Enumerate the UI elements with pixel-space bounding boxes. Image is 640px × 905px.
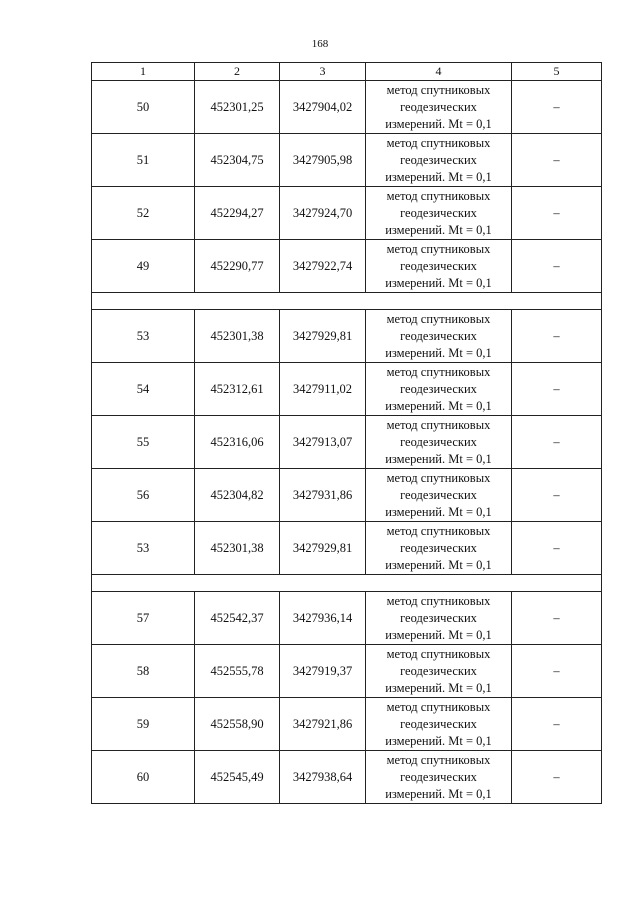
method-line: геодезических: [400, 663, 477, 678]
x-coordinate-cell: 452290,77: [195, 240, 280, 293]
header-col-3: 3: [280, 63, 366, 81]
table-row: [92, 240, 602, 293]
point-number-cell: 59: [92, 698, 195, 751]
table-row: [92, 187, 602, 240]
method-line: геодезических: [400, 769, 477, 784]
method-cell: [366, 698, 512, 751]
x-coordinate-cell: 452301,38: [195, 522, 280, 575]
y-coordinate-cell: 3427922,74: [280, 240, 366, 293]
point-number-cell: 52: [92, 187, 195, 240]
table-row: [92, 645, 602, 698]
note-cell: –: [512, 187, 602, 240]
note-cell: –: [512, 363, 602, 416]
method-cell: [366, 645, 512, 698]
table-row: [92, 134, 602, 187]
method-line: измерений. Mt = 0,1: [385, 169, 492, 184]
method-line: измерений. Mt = 0,1: [385, 557, 492, 572]
method-line: метод спутниковых: [386, 593, 491, 608]
method-line: геодезических: [400, 99, 477, 114]
group-separator-cell: [92, 575, 602, 592]
x-coordinate-cell: 452301,25: [195, 81, 280, 134]
method-line: метод спутниковых: [386, 523, 491, 538]
method-line: измерений. Mt = 0,1: [385, 222, 492, 237]
x-coordinate-cell: 452312,61: [195, 363, 280, 416]
method-cell: [366, 240, 512, 293]
point-number-cell: 50: [92, 81, 195, 134]
y-coordinate-cell: 3427924,70: [280, 187, 366, 240]
x-coordinate-cell: 452316,06: [195, 416, 280, 469]
note-cell: –: [512, 751, 602, 804]
method-line: геодезических: [400, 716, 477, 731]
x-coordinate-cell: 452304,75: [195, 134, 280, 187]
table-row: [92, 310, 602, 363]
page-number: 168: [311, 38, 329, 50]
table-row: [92, 522, 602, 575]
method-line: метод спутниковых: [386, 82, 491, 97]
table-row: [92, 592, 602, 645]
x-coordinate-cell: 452301,38: [195, 310, 280, 363]
header-col-5: 5: [512, 63, 602, 81]
table-row: [92, 751, 602, 804]
table-body: [92, 81, 602, 804]
method-line: метод спутниковых: [386, 364, 491, 379]
method-cell: [366, 751, 512, 804]
table-row: [92, 81, 602, 134]
note-cell: –: [512, 698, 602, 751]
y-coordinate-cell: 3427938,64: [280, 751, 366, 804]
method-line: метод спутниковых: [386, 311, 491, 326]
method-line: измерений. Mt = 0,1: [385, 627, 492, 642]
method-line: измерений. Mt = 0,1: [385, 786, 492, 801]
note-cell: –: [512, 416, 602, 469]
note-cell: –: [512, 645, 602, 698]
note-cell: –: [512, 240, 602, 293]
x-coordinate-cell: 452294,27: [195, 187, 280, 240]
x-coordinate-cell: 452545,49: [195, 751, 280, 804]
method-line: геодезических: [400, 205, 477, 220]
coordinates-table: [91, 62, 602, 804]
method-line: метод спутниковых: [386, 417, 491, 432]
y-coordinate-cell: 3427904,02: [280, 81, 366, 134]
method-line: измерений. Mt = 0,1: [385, 398, 492, 413]
method-line: метод спутниковых: [386, 752, 491, 767]
method-cell: [366, 310, 512, 363]
method-line: геодезических: [400, 610, 477, 625]
table-header-row: [92, 63, 602, 81]
table-row: [92, 698, 602, 751]
y-coordinate-cell: 3427905,98: [280, 134, 366, 187]
method-line: геодезических: [400, 487, 477, 502]
note-cell: –: [512, 81, 602, 134]
header-col-4: 4: [366, 63, 512, 81]
header-col-1: 1: [92, 63, 195, 81]
method-cell: [366, 81, 512, 134]
method-cell: [366, 592, 512, 645]
x-coordinate-cell: 452555,78: [195, 645, 280, 698]
note-cell: –: [512, 592, 602, 645]
point-number-cell: 55: [92, 416, 195, 469]
method-line: геодезических: [400, 328, 477, 343]
method-cell: [366, 134, 512, 187]
method-line: метод спутниковых: [386, 241, 491, 256]
method-line: геодезических: [400, 381, 477, 396]
x-coordinate-cell: 452558,90: [195, 698, 280, 751]
y-coordinate-cell: 3427921,86: [280, 698, 366, 751]
method-line: измерений. Mt = 0,1: [385, 345, 492, 360]
method-cell: [366, 416, 512, 469]
method-line: измерений. Mt = 0,1: [385, 451, 492, 466]
method-cell: [366, 363, 512, 416]
method-line: измерений. Mt = 0,1: [385, 116, 492, 131]
point-number-cell: 57: [92, 592, 195, 645]
method-cell: [366, 522, 512, 575]
note-cell: –: [512, 469, 602, 522]
y-coordinate-cell: 3427929,81: [280, 522, 366, 575]
header-col-2: 2: [195, 63, 280, 81]
method-line: измерений. Mt = 0,1: [385, 504, 492, 519]
point-number-cell: 53: [92, 522, 195, 575]
x-coordinate-cell: 452542,37: [195, 592, 280, 645]
table-row: [92, 416, 602, 469]
method-line: измерений. Mt = 0,1: [385, 733, 492, 748]
method-line: метод спутниковых: [386, 135, 491, 150]
note-cell: –: [512, 310, 602, 363]
method-line: метод спутниковых: [386, 188, 491, 203]
y-coordinate-cell: 3427911,02: [280, 363, 366, 416]
y-coordinate-cell: 3427913,07: [280, 416, 366, 469]
method-line: геодезических: [400, 434, 477, 449]
method-line: метод спутниковых: [386, 699, 491, 714]
y-coordinate-cell: 3427931,86: [280, 469, 366, 522]
point-number-cell: 53: [92, 310, 195, 363]
group-separator-cell: [92, 293, 602, 310]
note-cell: –: [512, 522, 602, 575]
table-row: [92, 363, 602, 416]
method-line: измерений. Mt = 0,1: [385, 680, 492, 695]
point-number-cell: 54: [92, 363, 195, 416]
method-cell: [366, 469, 512, 522]
point-number-cell: 49: [92, 240, 195, 293]
method-line: геодезических: [400, 152, 477, 167]
method-line: геодезических: [400, 540, 477, 555]
method-line: геодезических: [400, 258, 477, 273]
method-line: метод спутниковых: [386, 646, 491, 661]
point-number-cell: 56: [92, 469, 195, 522]
method-cell: [366, 187, 512, 240]
method-line: измерений. Mt = 0,1: [385, 275, 492, 290]
point-number-cell: 51: [92, 134, 195, 187]
group-separator-row: [92, 293, 602, 310]
note-cell: –: [512, 134, 602, 187]
group-separator-row: [92, 575, 602, 592]
y-coordinate-cell: 3427929,81: [280, 310, 366, 363]
table-row: [92, 469, 602, 522]
x-coordinate-cell: 452304,82: [195, 469, 280, 522]
method-line: метод спутниковых: [386, 470, 491, 485]
y-coordinate-cell: 3427919,37: [280, 645, 366, 698]
point-number-cell: 58: [92, 645, 195, 698]
point-number-cell: 60: [92, 751, 195, 804]
y-coordinate-cell: 3427936,14: [280, 592, 366, 645]
